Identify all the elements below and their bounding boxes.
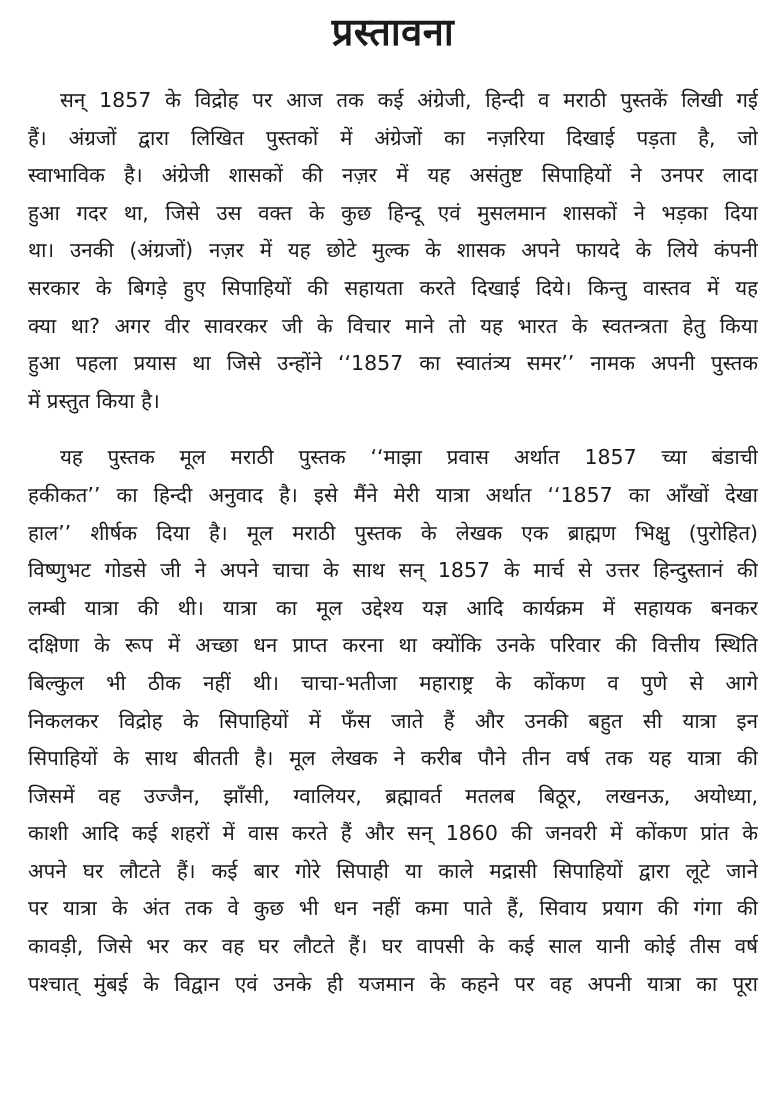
text-line: अपने घर लौटते हैं। कई बार गोरे सिपाही या काले मद्रासी सिपाहियों द्वारा लूटे जाने <box>28 858 758 883</box>
text-line: लम्बी यात्रा की थी। यात्रा का मूल उद्देश्य यज्ञ आदि कार्यक्रम में सहायक बनकर <box>28 595 758 620</box>
text-line: दक्षिणा के रूप में अच्छा धन प्राप्त करना था क्योंकि उनके परिवार की वित्तीय स्थिति <box>28 633 758 658</box>
text-line: पर यात्रा के अंत तक वे कुछ भी धन नहीं कमा पाते हैं, सिवाय प्रयाग की गंगा की <box>28 896 758 921</box>
text-line: जिसमें वह उज्जैन, झाँसी, ग्वालियर, ब्रह्मावर्त मतलब बिठूर, लखनऊ, अयोध्या, <box>28 783 758 808</box>
text-line: सरकार के बिगड़े हुए सिपाहियों की सहायता करते दिखाई दिये। किन्तु वास्तव में यह <box>28 275 758 300</box>
text-line: कावड़ी, जिसे भर कर वह घर लौटते हैं। घर वापसी के कई साल यानी कोई तीस वर्ष <box>28 934 758 959</box>
text-line: बिल्कुल भी ठीक नहीं थी। चाचा-भतीजा महाराष्ट्र के कोंकण व पुणे से आगे <box>28 670 758 695</box>
text-line: हुआ गदर था, जिसे उस वक्त के कुछ हिन्दू एवं मुसलमान शासकों ने भड़का दिया <box>28 200 758 225</box>
text-line: हुआ पहला प्रयास था जिसे उन्होंने ‘‘1857 का स्वातंत्र्य समर’’ नामक अपनी पुस्तक <box>28 351 758 376</box>
paragraph-1 <box>28 82 758 420</box>
text-line: क्या था? अगर वीर सावरकर जी के विचार माने तो यह भारत के स्वतन्त्रता हेतु किया <box>28 313 758 338</box>
text-line: सिपाहियों के साथ बीतती है। मूल लेखक ने करीब पौने तीन वर्ष तक यह यात्रा की <box>28 746 758 771</box>
page-title: प्रस्तावना <box>331 10 455 54</box>
text-line: काशी आदि कई शहरों में वास करते हैं और सन् 1860 की जनवरी में कोंकण प्रांत के <box>28 821 758 846</box>
paragraph-2 <box>28 439 758 1003</box>
text-line: निकलकर विद्रोह के सिपाहियों में फँस जाते हैं और उनकी बहुत सी यात्रा इन <box>28 708 758 733</box>
text-line: था। उनकी (अंग्रजों) नज़र में यह छोटे मुल्क के शासक अपने फायदे के लिये कंपनी <box>28 238 758 263</box>
text-line: हैं। अंग्रजों द्वारा लिखित पुस्तकों में अंग्रेजों का नज़रिया दिखाई पड़ता है, जो <box>28 125 758 150</box>
text-line: स्वाभाविक है। अंग्रेजी शासकों की नज़र में यह असंतुष्ट सिपाहियों ने उनपर लादा <box>28 163 758 188</box>
paragraph-gap <box>28 420 758 439</box>
text-line: यह पुस्तक मूल मराठी पुस्तक ‘‘माझा प्रवास अर्थात 1857 च्या बंडाची <box>60 445 758 470</box>
text-line: सन् 1857 के विद्रोह पर आज तक कई अंग्रेजी, हिन्दी व मराठी पुस्तकें लिखी गई <box>60 88 758 112</box>
text-line: हकीकत’’ का हिन्दी अनुवाद है। इसे मैंने मेरी यात्रा अर्थात ‘‘1857 का आँखों देखा <box>28 482 758 507</box>
text-line: पश्चात् मुंबई के विद्वान एवं उनके ही यजमान के कहने पर वह अपनी यात्रा का पूरा <box>28 971 758 996</box>
text-line: विष्णुभट गोडसे जी ने अपने चाचा के साथ सन् 1857 के मार्च से उत्तर हिन्दुस्तानं की <box>28 558 758 583</box>
text-line: में प्रस्तुत किया है। <box>28 388 160 413</box>
text-line: हाल’’ शीर्षक दिया है। मूल मराठी पुस्तक के लेखक एक ब्राह्मण भिक्षु (पुरोहित) <box>28 520 758 545</box>
